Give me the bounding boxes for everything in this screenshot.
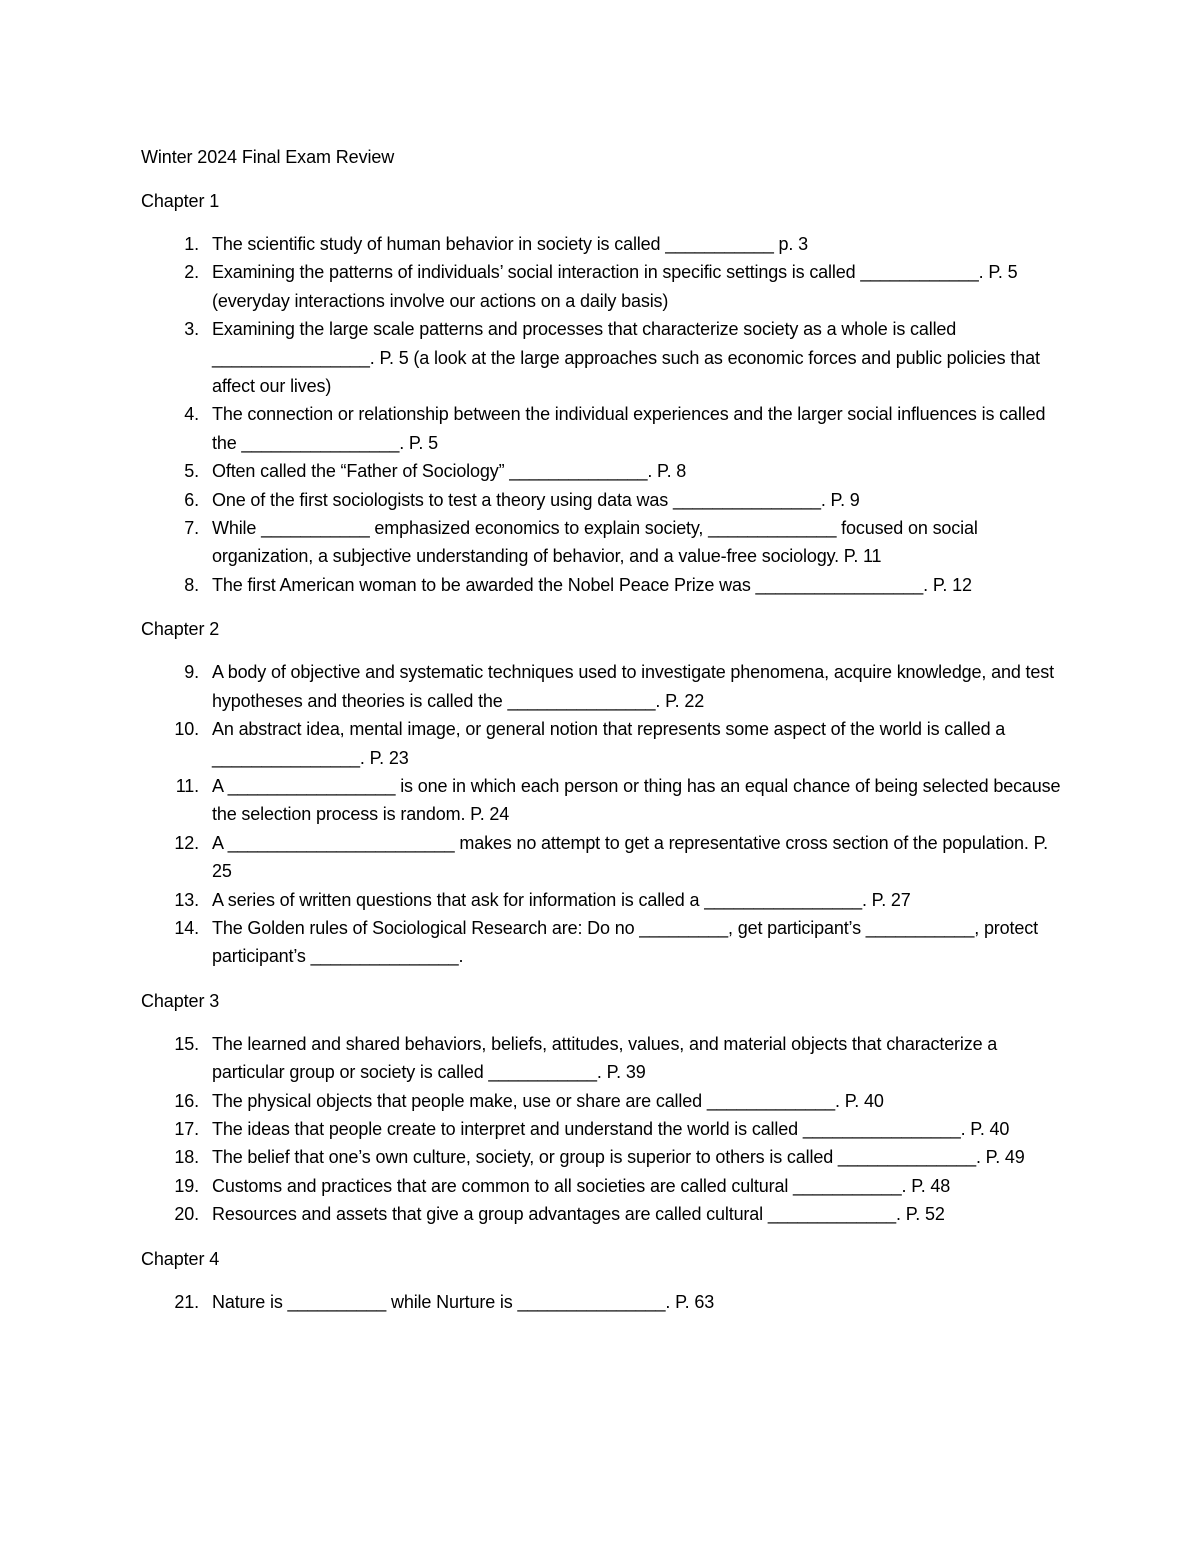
question-item <box>141 1030 1061 1087</box>
question-item <box>141 571 1061 599</box>
question-number: 5. <box>184 461 199 482</box>
question-item <box>141 400 1061 457</box>
question-text: A series of written questions that ask for information is called a ________________. P. 27 <box>212 889 911 910</box>
question-item <box>141 1200 1061 1228</box>
question-number: 6. <box>184 489 199 510</box>
question-item <box>141 715 1061 772</box>
question-number: 15. <box>174 1033 199 1054</box>
question-item <box>141 1172 1061 1200</box>
document-title: Winter 2024 Final Exam Review <box>141 147 395 167</box>
question-item <box>141 886 1061 914</box>
question-text: The connection or relationship between the individual experiences and the larger social influences is called the ________________. P. 5 <box>212 404 1046 453</box>
question-number: 3. <box>184 319 199 340</box>
question-text: Examining the large scale patterns and processes that characterize society as a whole is called ________________. P. 5 (a look at the large approaches such as economic forces and public policies that affect our lives) <box>212 319 1040 397</box>
question-item <box>141 658 1061 715</box>
question-text: Customs and practices that are common to all societies are called cultural ___________. P. 48 <box>212 1175 951 1196</box>
question-item <box>141 315 1061 400</box>
question-item <box>141 1087 1061 1115</box>
chapter-heading: Chapter 4 <box>141 1248 220 1269</box>
question-list <box>141 230 1061 599</box>
question-item <box>141 772 1061 829</box>
question-number: 11. <box>175 775 199 796</box>
question-text: Resources and assets that give a group advantages are called cultural _____________. P. 52 <box>212 1204 945 1225</box>
question-number: 18. <box>174 1147 199 1168</box>
question-number: 21. <box>174 1291 199 1312</box>
question-item <box>141 914 1061 971</box>
chapter-heading: Chapter 2 <box>141 619 220 640</box>
chapter-heading: Chapter 1 <box>141 191 220 211</box>
question-text: The learned and shared behaviors, beliefs, attitudes, values, and material objects that characterize a particular group or society is called ___________. P. 39 <box>212 1033 998 1083</box>
question-item <box>141 1115 1061 1143</box>
question-number: 8. <box>184 574 199 595</box>
question-number: 13. <box>174 889 199 910</box>
question-text: The belief that one’s own culture, society, or group is superior to others is called ______________. P. 49 <box>212 1147 1025 1168</box>
question-list <box>141 1030 1061 1229</box>
question-item <box>141 486 1061 514</box>
question-text: A _________________ is one in which each person or thing has an equal chance of being selected because the selection process is random. P. 24 <box>212 775 1061 825</box>
question-number: 17. <box>174 1118 199 1139</box>
question-item <box>141 829 1061 886</box>
question-text: While ___________ emphasized economics to explain society, _____________ focused on social organization, a subjective understanding of behavior, and a value-free sociology. P. 11 <box>212 518 978 567</box>
question-text: A _______________________ makes no attempt to get a representative cross section of the population. P. 25 <box>212 832 1048 882</box>
question-item <box>141 457 1061 485</box>
question-item <box>141 1143 1061 1171</box>
question-number: 1. <box>184 234 199 254</box>
question-number: 19. <box>174 1175 199 1196</box>
question-text: Examining the patterns of individuals’ social interaction in specific settings is called ____________. P. 5 (everyday interactions involve our actions on a daily basis) <box>212 262 1018 311</box>
question-text: Nature is __________ while Nurture is _______________. P. 63 <box>212 1291 715 1312</box>
question-number: 14. <box>174 917 199 938</box>
question-text: The Golden rules of Sociological Research are: Do no _________, get participant’s ___________, protect participant’s _______________. <box>212 917 1038 967</box>
question-number: 2. <box>184 262 199 283</box>
question-text: The first American woman to be awarded the Nobel Peace Prize was _________________. P. 12 <box>212 574 972 595</box>
question-text: A body of objective and systematic techniques used to investigate phenomena, acquire knowledge, and test hypotheses and theories is called the _______________. P. 22 <box>212 662 1054 711</box>
question-item <box>141 258 1061 315</box>
question-number: 12. <box>174 832 199 853</box>
question-number: 16. <box>174 1090 199 1111</box>
question-text: An abstract idea, mental image, or general notion that represents some aspect of the world is called a _______________. P. 23 <box>212 719 1006 768</box>
question-item <box>141 230 1061 258</box>
question-item <box>141 514 1061 571</box>
question-number: 9. <box>184 662 199 683</box>
question-number: 7. <box>184 518 199 539</box>
question-text: The physical objects that people make, use or share are called _____________. P. 40 <box>212 1090 884 1111</box>
question-text: The scientific study of human behavior in society is called ___________ p. 3 <box>212 234 808 254</box>
question-text: One of the first sociologists to test a theory using data was _______________. P. 9 <box>212 489 860 510</box>
question-text: Often called the “Father of Sociology” ______________. P. 8 <box>212 461 687 482</box>
question-number: 10. <box>174 719 199 740</box>
document-content <box>141 143 1061 1332</box>
question-text: The ideas that people create to interpret and understand the world is called ________________. P. 40 <box>212 1118 1010 1139</box>
chapter-heading: Chapter 3 <box>141 990 220 1011</box>
question-list <box>141 658 1061 970</box>
question-number: 4. <box>184 404 199 425</box>
question-number: 20. <box>174 1204 199 1225</box>
chapters-container <box>141 187 1061 1316</box>
question-item <box>141 1288 1061 1316</box>
question-list <box>141 1288 1061 1316</box>
